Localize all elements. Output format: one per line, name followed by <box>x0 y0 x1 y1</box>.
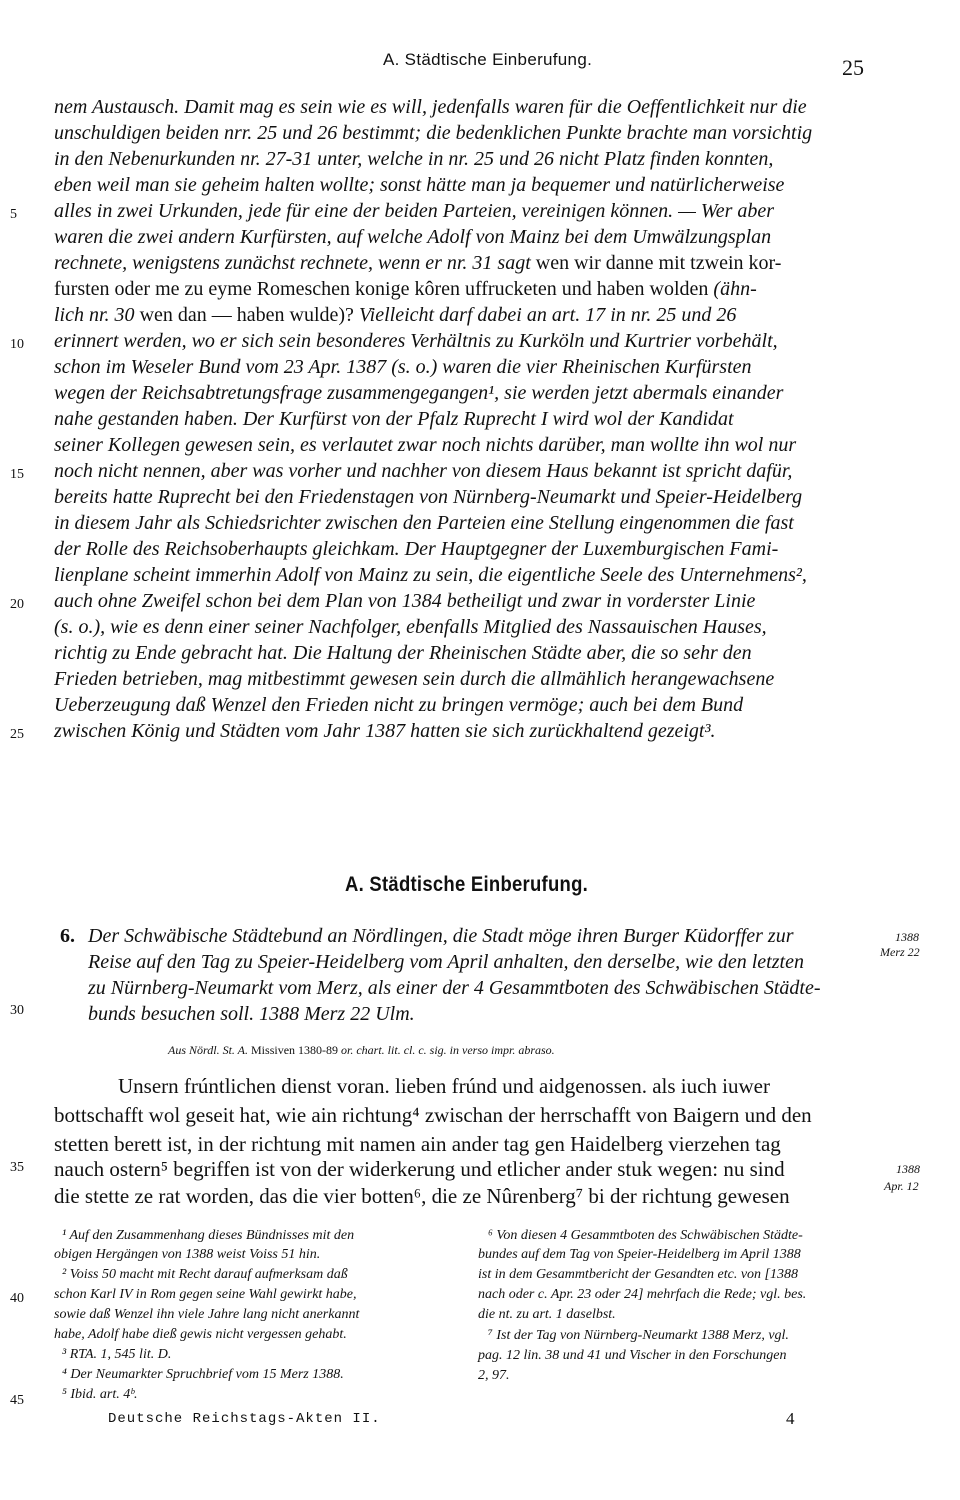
regest-number: 6. <box>60 925 75 947</box>
text-line: schon im Weseler Bund vom 23 Apr. 1387 (s. o.) waren die vier Rheinischen Kurfürsten <box>54 356 752 378</box>
italic-span: rechnete, wenigstens zunächst rechnete, wenn er nr. 31 sagt <box>54 252 531 274</box>
text-line <box>54 304 902 326</box>
line-number: 15 <box>10 467 24 482</box>
text-line: (s. o.), wie es denn einer seiner Nachfolger, ebenfalls Mitglied des Nassauischen Hauses, <box>54 616 767 638</box>
italic-span: lich nr. 30 <box>54 304 135 326</box>
text-line: auch ohne Zweifel schon bei dem Plan von 1384 betheiligt und zwar in vorderster Linie <box>54 590 756 612</box>
margin-date-day: Merz 22 <box>880 945 920 959</box>
line-number: 10 <box>10 337 24 352</box>
quotation-span: wen wir danne mit tzwein kor- <box>530 252 782 274</box>
footnote-line: die nt. zu art. 1 daselbst. <box>478 1307 616 1322</box>
regest-line: Reise auf den Tag zu Speier-Heidelberg vom April anhalten, den derselbe, wie den letzten <box>88 951 804 973</box>
footnote-line: ⁵ Ibid. art. 4ᵇ. <box>62 1387 138 1402</box>
text-line: der Rolle des Reichsoberhaupts gleichkam. Der Hauptgegner der Luxemburgischen Fami- <box>54 538 779 560</box>
footnote-line: schon Karl IV in Rom gegen seine Wahl gewirkt habe, <box>54 1287 357 1302</box>
line-number: 40 <box>10 1291 24 1306</box>
footnote-line: pag. 12 lin. 38 und 41 und Vischer in den Forschungen <box>478 1348 787 1363</box>
text-line: seiner Kollegen gewesen sein, es verlautet zwar noch nichts darüber, man wollte ihn wol nur <box>54 434 797 456</box>
italic-span: (ähn- <box>708 278 757 300</box>
text-line: in den Nebenurkunden nr. 27-31 unter, welche in nr. 25 und 26 nicht Platz finden konnten, <box>54 148 774 170</box>
italic-span: Vielleicht darf dabei an art. 17 in nr. 25 und 26 <box>353 304 737 326</box>
footnote-line: sowie daß Wenzel ihn viele Jahre lang nicht anerkannt <box>54 1307 360 1322</box>
quotation-span: wen dan — haben wulde)? <box>134 304 354 326</box>
document-line: die stette ze rat worden, das die vier botten⁶, die ze Nûrenberg⁷ bi der richtung gewesen <box>54 1184 790 1208</box>
text-line: alles in zwei Urkunden, jede für eine der beiden Parteien, vereinigen können. — Wer aber <box>54 200 775 222</box>
source-note-part: Missiven 1380-89 <box>248 1043 339 1057</box>
footnote-line: bundes auf dem Tag von Speier-Heidelberg im April 1388 <box>478 1247 801 1262</box>
text-line: noch nicht nennen, aber was vorher und nachher von diesem Haus bekannt ist spricht dafür, <box>54 460 793 482</box>
source-note-part: or. chart. lit. cl. c. sig. in verso impr. abraso. <box>338 1043 555 1057</box>
text-line: bereits hatte Ruprecht bei den Friedenstagen von Nürnberg-Neumarkt und Speier-Heidelberg <box>54 486 803 508</box>
line-number: 25 <box>10 727 24 742</box>
footnote-line: ⁴ Der Neumarkter Spruchbrief vom 15 Merz 1388. <box>62 1367 344 1382</box>
signature-line: Deutsche Reichstags-Akten II. <box>108 1411 381 1427</box>
regest-line: bunds besuchen soll. 1388 Merz 22 Ulm. <box>88 1003 415 1025</box>
margin-date-year: 1388 <box>895 930 919 944</box>
text-line <box>54 252 902 274</box>
line-number: 5 <box>10 207 17 222</box>
document-line: stetten berett ist, in der richtung mit namen ain ander tag gen Haidelberg vierzehen tag <box>54 1132 781 1156</box>
text-line <box>54 278 902 300</box>
page-number: 25 <box>842 55 864 80</box>
text-line: wegen der Reichsabtretungsfrage zusammengegangen¹, sie werden jetzt abermals einander <box>54 382 784 404</box>
text-line: erinnert werden, wo er sich sein besonderes Verhältnis zu Kurköln und Kurtrier vorbehält, <box>54 330 778 352</box>
text-line: eben weil man sie geheim halten wollte; sonst hätte man ja bequemer und natürlicherweise <box>54 174 785 196</box>
footnote-line: nach oder c. Apr. 23 oder 24] mehrfach die Rede; vgl. bes. <box>478 1287 807 1302</box>
line-number: 45 <box>10 1393 24 1408</box>
text-line: unschuldigen beiden nrr. 25 und 26 bestimmt; die bedenklichen Punkte brachte man vorsichtig <box>54 122 813 144</box>
footnote-line: obigen Hergängen von 1388 weist Voiss 51 hin. <box>54 1247 321 1262</box>
text-line: richtig zu Ende gebracht hat. Die Haltung der Rheinischen Städte aber, die so sehr den <box>54 642 752 664</box>
footnote-line: habe, Adolf habe dieß gewis nicht vergessen gehabt. <box>54 1327 347 1342</box>
text-line: in diesem Jahr als Schiedsrichter zwischen den Parteien eine Stellung eingenommen die fast <box>54 512 794 534</box>
source-note <box>168 1043 555 1058</box>
regest-line: zu Nürnberg-Neumarkt vom Merz, als einer der 4 Gesammtboten des Schwäbischen Städte- <box>88 977 821 999</box>
footnote-line: ⁶ Von diesen 4 Gesammtboten des Schwäbischen Städte- <box>488 1228 803 1243</box>
document-line: Unsern frúntlichen dienst voran. lieben frúnd und aidgenossen. als iuch iuwer <box>118 1074 770 1098</box>
sheet-number: 4 <box>786 1409 795 1428</box>
text-line: Ueberzeugung daß Wenzel den Frieden nicht zu bringen vermöge; auch bei dem Bund <box>54 694 744 716</box>
text-line: nahe gestanden haben. Der Kurfürst von der Pfalz Ruprecht I wird wol der Kandidat <box>54 408 734 430</box>
text-line: nem Austausch. Damit mag es sein wie es will, jedenfalls waren für die Oeffentlichkeit nur die <box>54 96 807 118</box>
source-note-part: Aus Nördl. St. A. <box>168 1043 249 1057</box>
footnote-line: ist in dem Gesammtbericht der Gesandten etc. von [1388 <box>478 1267 798 1282</box>
footnote-line: ⁷ Ist der Tag von Nürnberg-Neumarkt 1388 Merz, vgl. <box>488 1328 789 1343</box>
quotation-span: fursten oder me zu eyme Romeschen konige kôren uffrucketen und haben wolden <box>54 278 709 300</box>
footnote-line: ¹ Auf den Zusammenhang dieses Bündnisses mit den <box>62 1228 355 1243</box>
text-line: waren die zwei andern Kurfürsten, auf welche Adolf von Mainz bei dem Umwälzungsplan <box>54 226 772 248</box>
footnote-line: ² Voiss 50 macht mit Recht darauf aufmerksam daß <box>62 1267 348 1282</box>
footnote-line: ³ RTA. 1, 545 lit. D. <box>62 1347 172 1362</box>
footnote-line: 2, 97. <box>478 1368 510 1383</box>
section-heading: A. Städtische Einberufung. <box>345 873 589 896</box>
line-number: 20 <box>10 597 24 612</box>
text-line: zwischen König und Städten vom Jahr 1387 hatten sie sich zurückhaltend gezeigt³. <box>54 720 716 742</box>
regest-line: Der Schwäbische Städtebund an Nördlingen, die Stadt möge ihren Burger Küdorffer zur <box>88 925 794 947</box>
running-header-title: A. Städtische Einberufung. <box>383 50 593 69</box>
text-line: Frieden betrieben, mag mitbestimmt gewesen sein durch die allmählich herangewachsene <box>54 668 775 690</box>
text-line: lienplane scheint immerhin Adolf von Mainz zu sein, die eigentliche Seele des Unternehmens², <box>54 564 807 586</box>
margin-date-day: Apr. 12 <box>884 1179 919 1193</box>
document-line: bottschafft wol geseit hat, wie ain richtung⁴ zwischan der herrschafft von Baigern und den <box>54 1103 812 1127</box>
line-number: 30 <box>10 1003 24 1018</box>
document-line: nauch ostern⁵ begriffen ist von der widerkerung und etlicher ander stuk wegen: nu sind <box>54 1157 785 1181</box>
margin-date-year: 1388 <box>896 1162 920 1176</box>
line-number: 35 <box>10 1160 24 1175</box>
